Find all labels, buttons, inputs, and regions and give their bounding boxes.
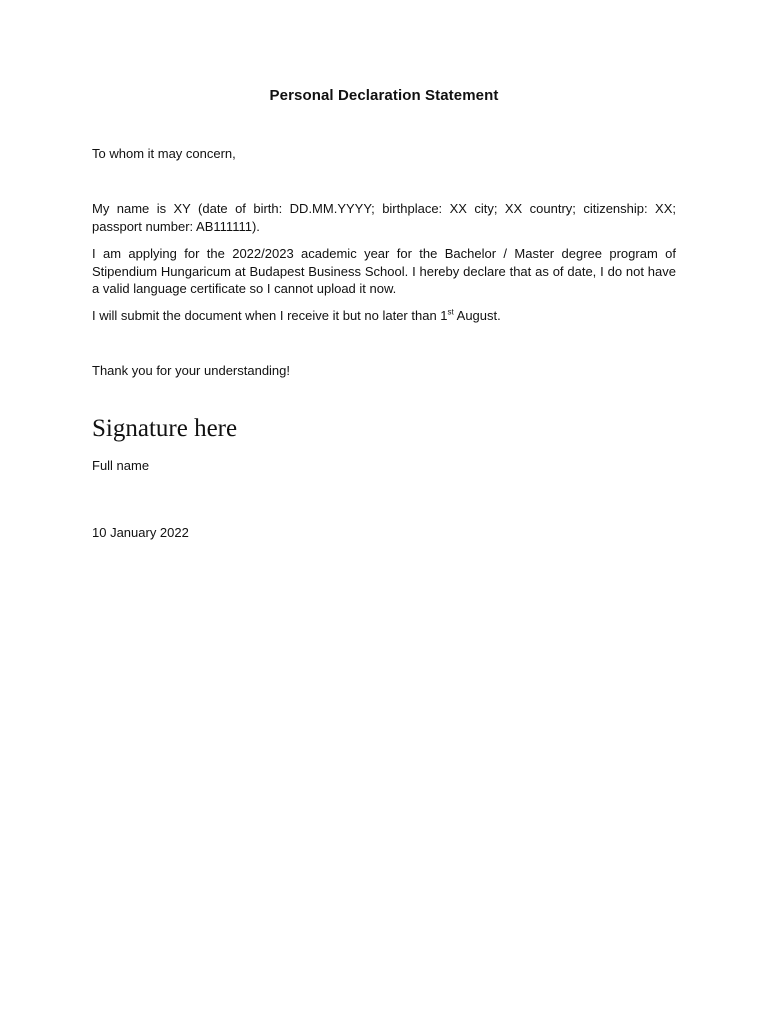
salutation: To whom it may concern,: [92, 146, 236, 161]
ordinal-suffix: st: [447, 307, 454, 317]
submission-text-end: August.: [453, 308, 501, 323]
closing-line: Thank you for your understanding!: [92, 363, 291, 378]
paragraph-submission: [92, 307, 676, 325]
signature: Signature here: [92, 415, 238, 442]
paragraph-application: I am applying for the 2022/2023 academic year for the Bachelor / Master degree program of Stipendium Hungaricum at Budapest Business School. I hereby declare that as of date, I do not have a valid language certificate so I cannot upload it now.: [92, 246, 676, 296]
full-name-label: Full name: [92, 458, 150, 473]
document-title: Personal Declaration Statement: [269, 87, 499, 104]
document-date: 10 January 2022: [92, 525, 189, 540]
submission-text: I will submit the document when I receive it but no later than 1: [92, 308, 448, 323]
paragraph-identity: My name is XY (date of birth: DD.MM.YYYY; birthplace: XX city; XX country; citizenship: XX; passport number: AB111111).: [92, 201, 676, 234]
